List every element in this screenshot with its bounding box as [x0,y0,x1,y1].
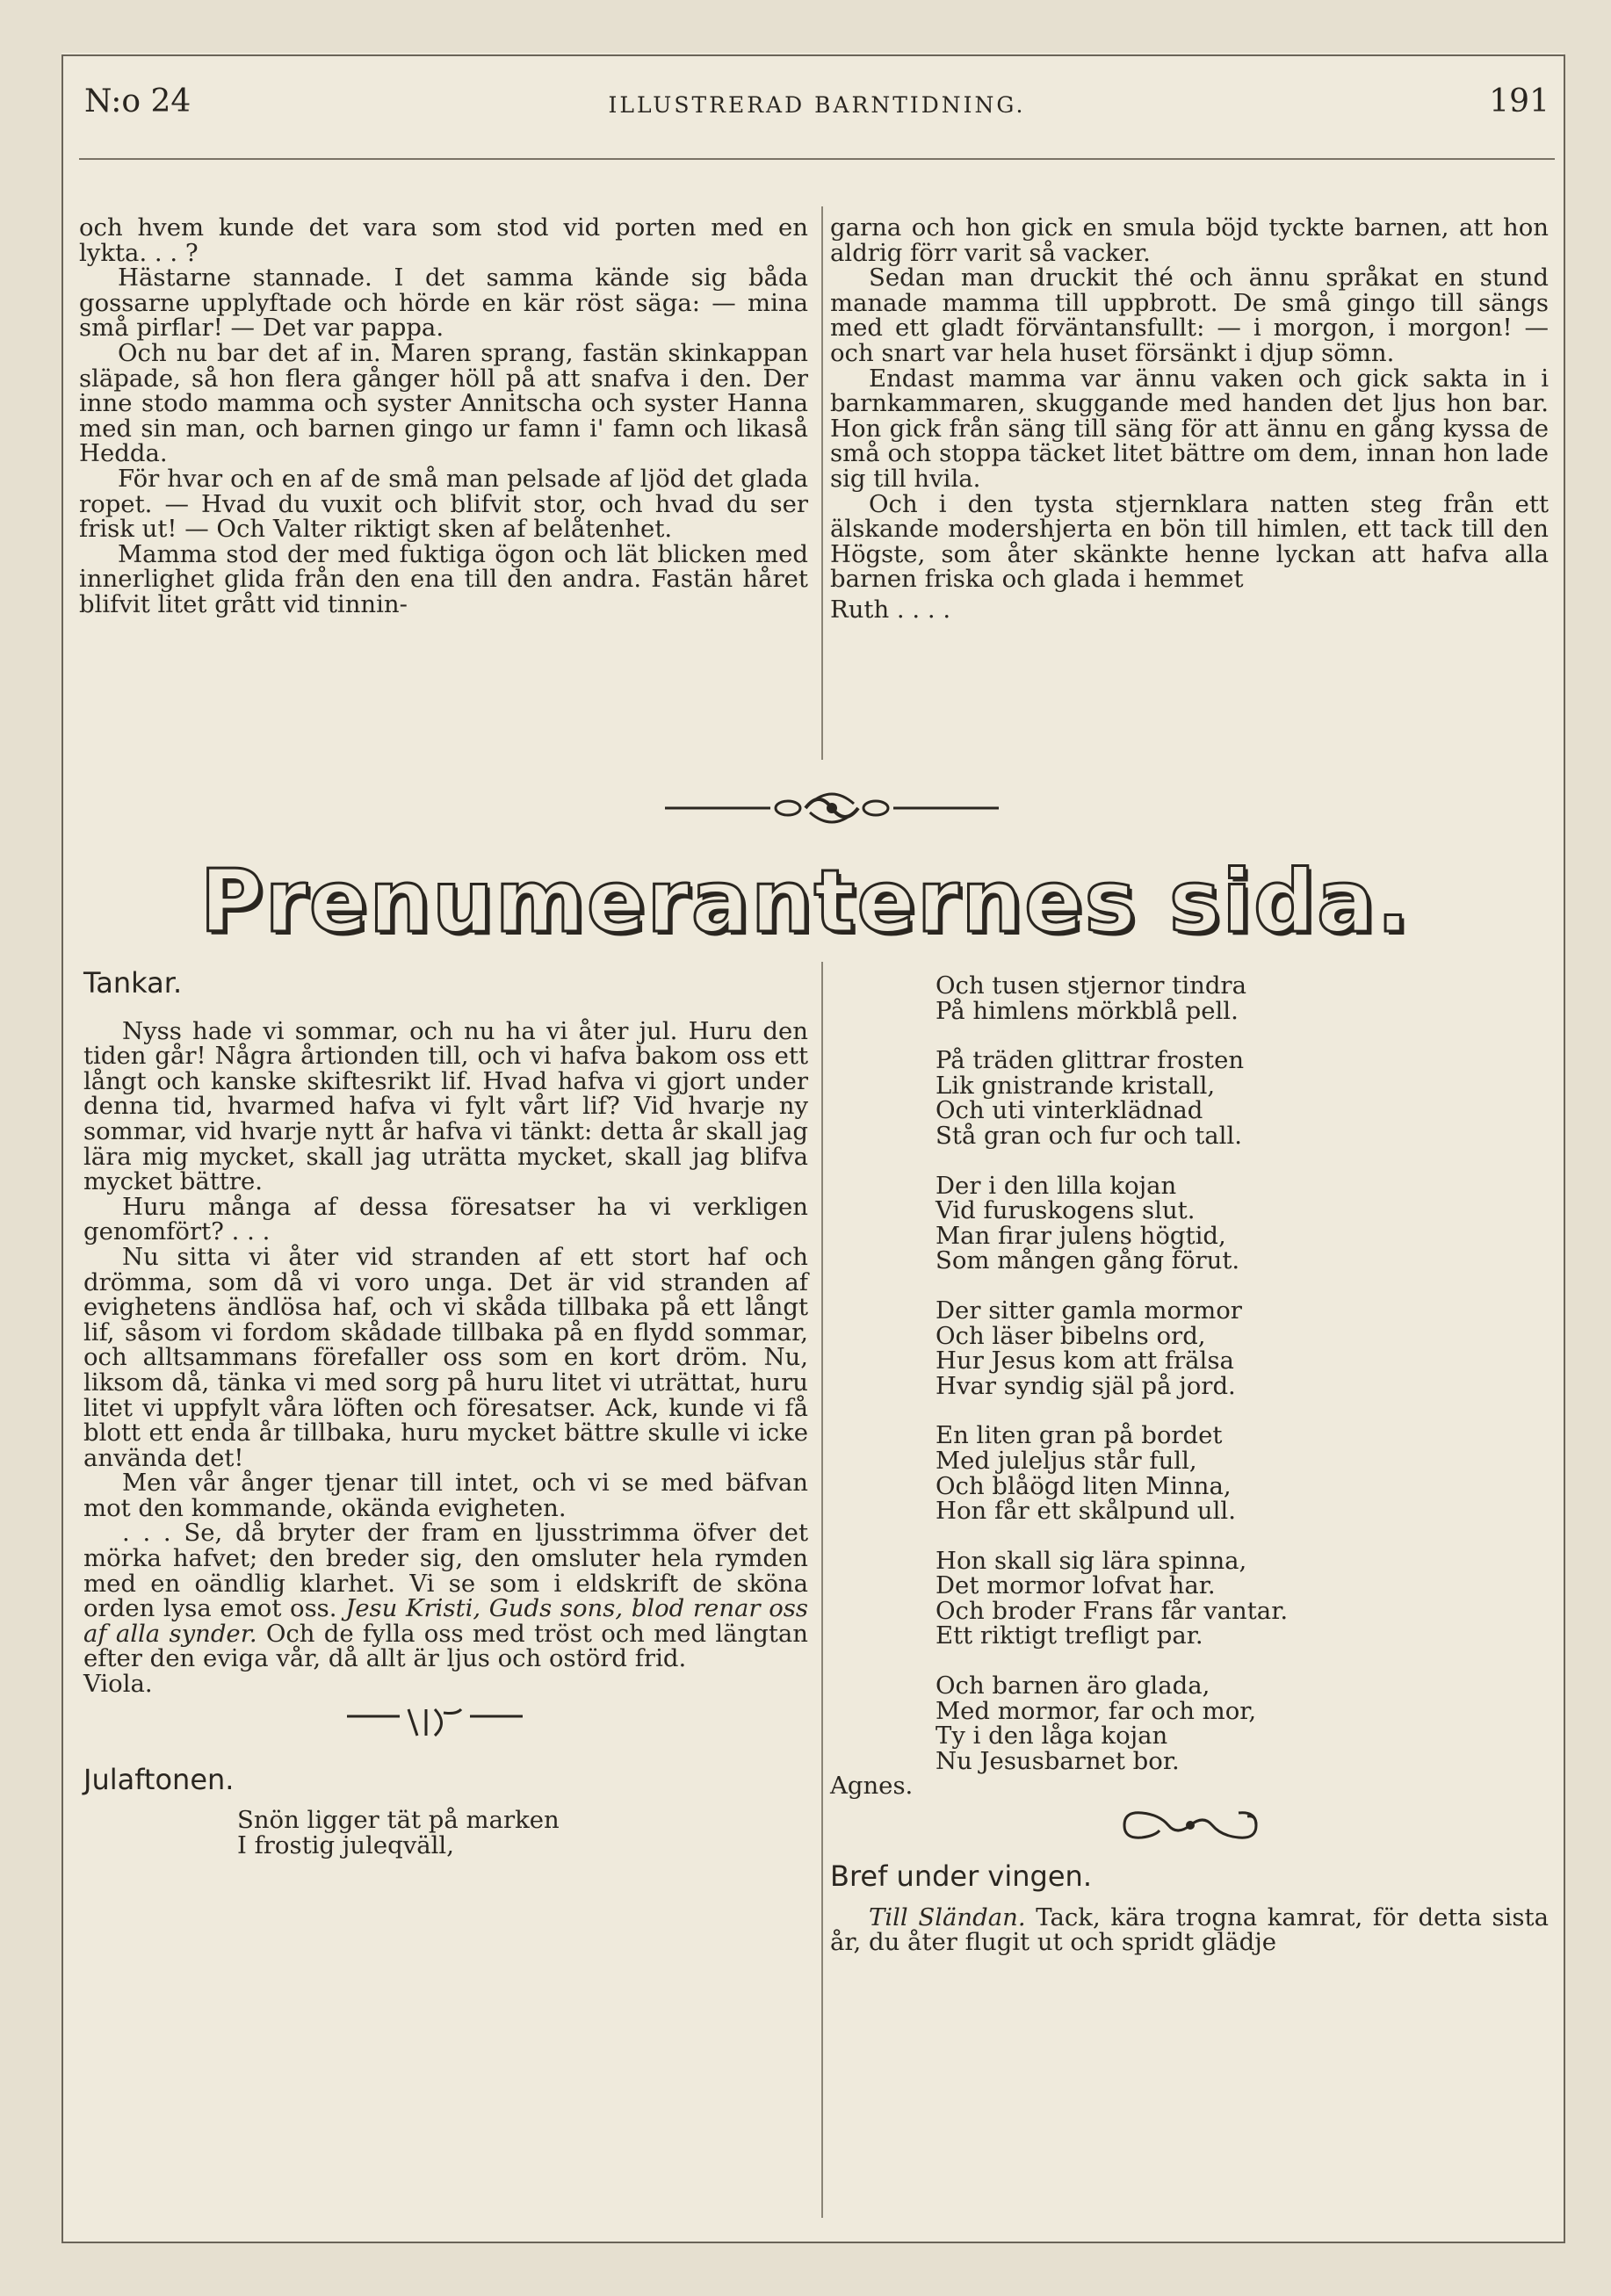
tankar-verse: Jesu Kristi, Guds sons, blod renar oss af alla synder. [83,1594,809,1648]
poem-line: Och tusen stjernor tindra [936,971,1246,1000]
poem-line: Och broder Frans får vantar. [936,1596,1289,1625]
story-paragraph: och hvem kunde det vara som stod vid porten med en lykta. . . ? [79,213,808,267]
story-paragraph: Sedan man druckit thé och ännu språkat en stund manade mamma till uppbrott. De små gingo till sängs med ett gladt förväntansfullt: — i morgon, i morgon! — och snart var hela huset försänkt i djup sömn. [830,264,1549,367]
page-frame-top [61,54,1565,56]
tankar-paragraph: Men vår ånger tjenar till intet, och vi se med bäfvan mot den kommande, okända evigheten. [83,1469,808,1522]
page-header [79,83,1555,136]
header-rule [79,158,1555,160]
julaftonen-title: Julaftonen. [83,1762,235,1796]
tankar-paragraph [83,1520,808,1671]
column-divider [821,962,823,2218]
bref-text: Tack, kära trogna kamrat, för detta sista år, du åter flugit ut och spridt glädje [830,1903,1549,1957]
poem-line: Med mormor, far och mor, [936,1696,1257,1725]
poem-line: Och läser bibelns ord, [936,1321,1206,1350]
poem-stanza [830,1173,1549,1274]
page-number: 191 [1489,83,1550,119]
poem-line: Snön ligger tät på marken [237,1806,560,1835]
poem-stanza [830,1546,1549,1650]
poem-line: Man firar julens högtid, [936,1221,1226,1250]
bref-paragraph [830,1905,1549,1955]
story-paragraph: Hästarne stannade. I det samma kände sig båda gossarne upplyftade och hörde en kär röst säga: — mina små pirflar! — Det var pappa. [79,264,808,343]
poem-line: Hur Jesus kom att frälsa [936,1347,1234,1375]
bref-addressee: Till Sländan. [869,1903,1026,1931]
column-divider [821,206,823,760]
story-left-column [79,215,808,617]
poem-line: Nu Jesusbarnet bor. [936,1746,1180,1775]
poem-line: Hon får ett skålpund ull. [936,1497,1236,1526]
poem-line: Det mormor lofvat har. [936,1571,1216,1600]
poem-line: Lik gnistrande kristall, [936,1071,1216,1100]
page-frame-bottom [61,2242,1565,2243]
story-paragraph: Och nu bar det af in. Maren sprang, fastän skinkappan släpade, så hon flera gånger höll på att snafva i den. Der inne stodo mamma och syster Annitscha och syster Hanna med sin man, och barnen gingo ur famn i' famn och likaså Hedda. [79,338,808,468]
tankar-closing: Och de fylla oss med tröst och med längtan efter den eviga vår, då allt är ljus och ostörd frid. [83,1619,808,1673]
poem-line: Der i den lilla kojan [936,1171,1177,1200]
publication-title: ILLUSTRERAD BARNTIDNING. [608,92,1026,118]
poem-stanza [830,1421,1549,1526]
story-paragraph: Mamma stod der med fuktiga ögon och lät blicken med innerlighet glida från den ena till den andra. Fastän håret blifvit litet grått vid tinnin- [79,539,808,618]
poem-line: Och barnen äro glada, [936,1671,1210,1700]
story-paragraph: Och i den tysta stjernklara natten steg från ett älskande modershjerta en bön till himlen, ett tack till den Högste, som åter skänkte henne lyckan att hafva alla barnen friska och glada i hemmet [830,489,1549,594]
poem-line: Med juleljus står full, [936,1446,1197,1475]
poem-stanza [830,1048,1549,1148]
poem-line: I frostig juleqväll, [237,1830,454,1859]
poem-line: En liten gran på bordet [936,1421,1223,1450]
poem-line: Hvar syndig själ på jord. [936,1371,1236,1400]
poem-line: Ett riktigt trefligt par. [936,1621,1203,1650]
poem-line: Och blåögd liten Minna, [936,1471,1232,1500]
poem-line: Vid furuskogens slut. [936,1196,1196,1225]
poem-line: Stå gran och fur och tall. [936,1121,1243,1150]
poem-line: Som mången gång förut. [936,1246,1240,1275]
tankar-paragraph: Nu sitta vi åter vid stranden af ett stort haf och drömma, som då vi voro unga. Det är vid stranden af evighetens ändlösa haf, och vi skåda tillbaka på ett långt lif, såsom vi fordom skådade tillbaka på en flydd sommar, och alltsammans förefaller oss som en kort dröm. Nu, liksom då, tänka vi med sorg på huru litet vi uträttat, huru litet vi uppfylt våra löften och föresatser. Ack, kunde vi få blott ett enda år tillbaka, huru mycket bättre skulle vi icke använda det! [83,1242,808,1472]
scroll-ornament-icon [1116,1806,1265,1845]
story-paragraph: Endast mamma var ännu vaken och gick sakta in i barnkammaren, skuggande med handen det ljus hon bar. Hon gick från säng till säng för att ännu en gång kyssa de små och stoppa täcket litet bättre om dem, innan hon lade sig till hvila. [830,364,1549,493]
story-paragraph: garna och hon gick en smula böjd tyckte barnen, att hon aldrig förr varit så vacker. [830,213,1549,267]
poem-line: Ty i den låga kojan [936,1722,1168,1751]
story-right-column [830,215,1549,623]
tankar-paragraph-text: . . . Se, då bryter der fram en ljusstrimma öfver det mörka hafvet; den breder sig, den omsluter hela rymden med en oändlig klarhet. Vi se som i eldskrift de sköna orden lysa emot oss. [83,1519,808,1623]
poem-line: På träden glittrar frosten [936,1046,1245,1075]
poem-stanza [830,1298,1549,1398]
tankar-paragraph: Huru många af dessa föresatser ha vi verkligen genomfört? . . . [83,1192,808,1246]
section-title: Prenumeranternes sida. [199,852,1412,952]
poem-signature: Agnes. [830,1772,914,1801]
small-ornament-icon [347,1706,523,1741]
story-signature: Ruth . . . . [830,595,951,624]
tankar-paragraph: Nyss hade vi sommar, och nu ha vi åter jul. Huru den tiden går! Några årtionden till, och vi hafva bakom oss ett långt och kanske skiftesrikt lif. Hvad hafva vi gjort under denna tid, hvarmed hafva vi fylt vårt lif? Vid hvarje ny sommar, vid hvarje nytt år hafva vi tänkt: detta år skall jag lära mig mycket, skall jag uträtta mycket, skall jag blifva mycket bättre. [83,1016,808,1196]
tankar-signature: Viola. [83,1670,153,1699]
page-frame-right [1564,54,1565,2242]
poem-line: På himlens mörkblå pell. [936,996,1239,1025]
julaftonen-opening [83,1808,808,1858]
poem-line: Och uti vinterklädnad [936,1096,1203,1125]
poem-stanza [830,973,1549,1023]
poem-stanza [830,1673,1549,1773]
poem-column [830,973,1549,1955]
tankar-column [83,966,809,1859]
poem-line: Hon skall sig lära spinna, [936,1546,1247,1575]
poem-line: Der sitter gamla mormor [936,1296,1242,1325]
tankar-title: Tankar. [83,966,183,1000]
story-paragraph: För hvar och en af de små man pelsade af ljöd det glada ropet. — Hvad du vuxit och blifvit stor, och hvad du ser frisk ut! — Och Valter riktigt sken af belåtenhet. [79,464,808,544]
bref-title: Bref under vingen. [830,1859,1092,1894]
page-frame-left [61,54,63,2242]
ornamental-divider-icon [665,786,999,830]
issue-number: N:o 24 [84,83,191,119]
